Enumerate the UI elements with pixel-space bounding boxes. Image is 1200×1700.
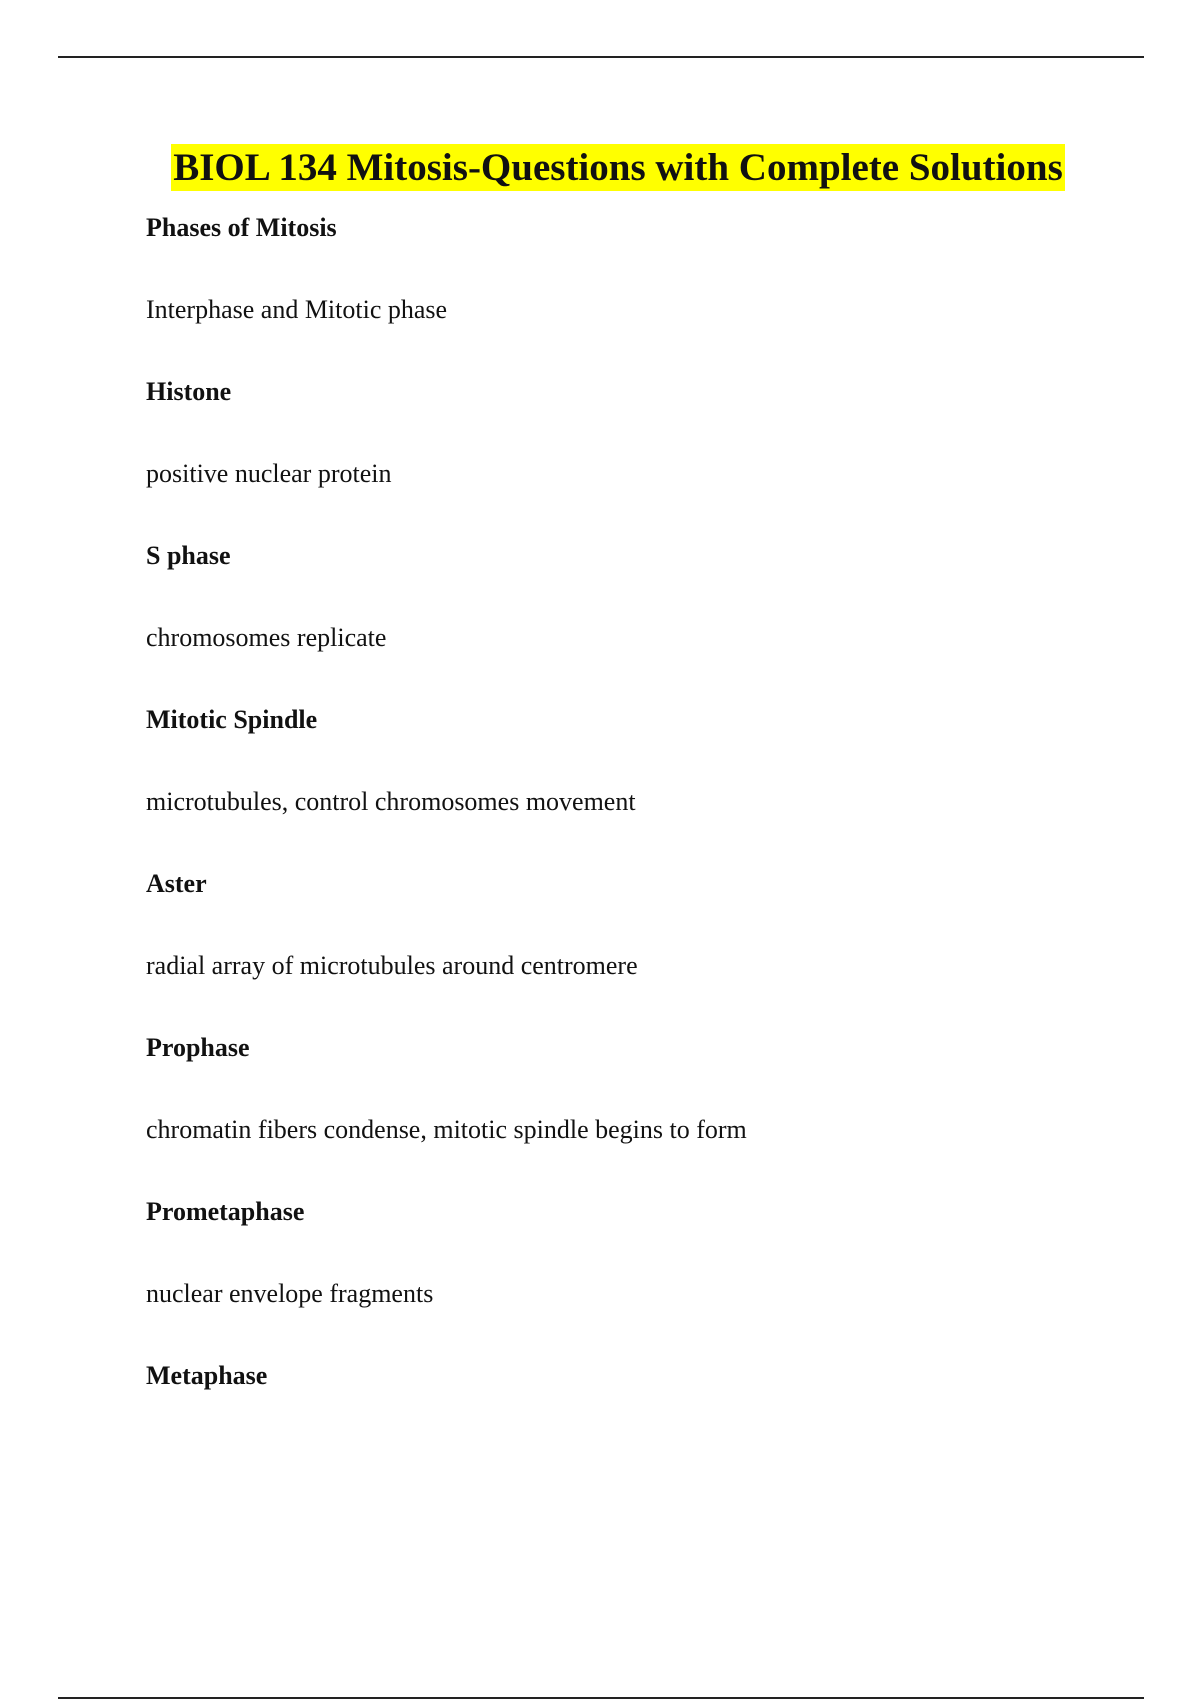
header-rule bbox=[58, 56, 1144, 58]
question-term: S phase bbox=[146, 541, 231, 570]
answer-text: radial array of microtubules around centromere bbox=[146, 951, 638, 980]
answer-text: nuclear envelope fragments bbox=[146, 1279, 434, 1308]
question-term: Metaphase bbox=[146, 1361, 268, 1390]
answer-text: positive nuclear protein bbox=[146, 459, 392, 488]
question-term: Phases of Mitosis bbox=[146, 213, 337, 242]
answer-text: microtubules, control chromosomes movement bbox=[146, 787, 636, 816]
qa-list bbox=[146, 212, 1140, 1442]
answer-text: chromosomes replicate bbox=[146, 623, 387, 652]
answer-text: chromatin fibers condense, mitotic spindle begins to form bbox=[146, 1115, 747, 1144]
title-text: BIOL 134 Mitosis-Questions with Complete Solutions bbox=[173, 146, 1063, 189]
question-term: Prometaphase bbox=[146, 1197, 305, 1226]
question-term: Aster bbox=[146, 869, 207, 898]
question-term: Histone bbox=[146, 377, 232, 406]
question-term: Prophase bbox=[146, 1033, 250, 1062]
question-term: Mitotic Spindle bbox=[146, 705, 318, 734]
answer-text: Interphase and Mitotic phase bbox=[146, 295, 448, 324]
footer-rule bbox=[58, 1697, 1144, 1699]
document-title bbox=[0, 144, 1200, 192]
